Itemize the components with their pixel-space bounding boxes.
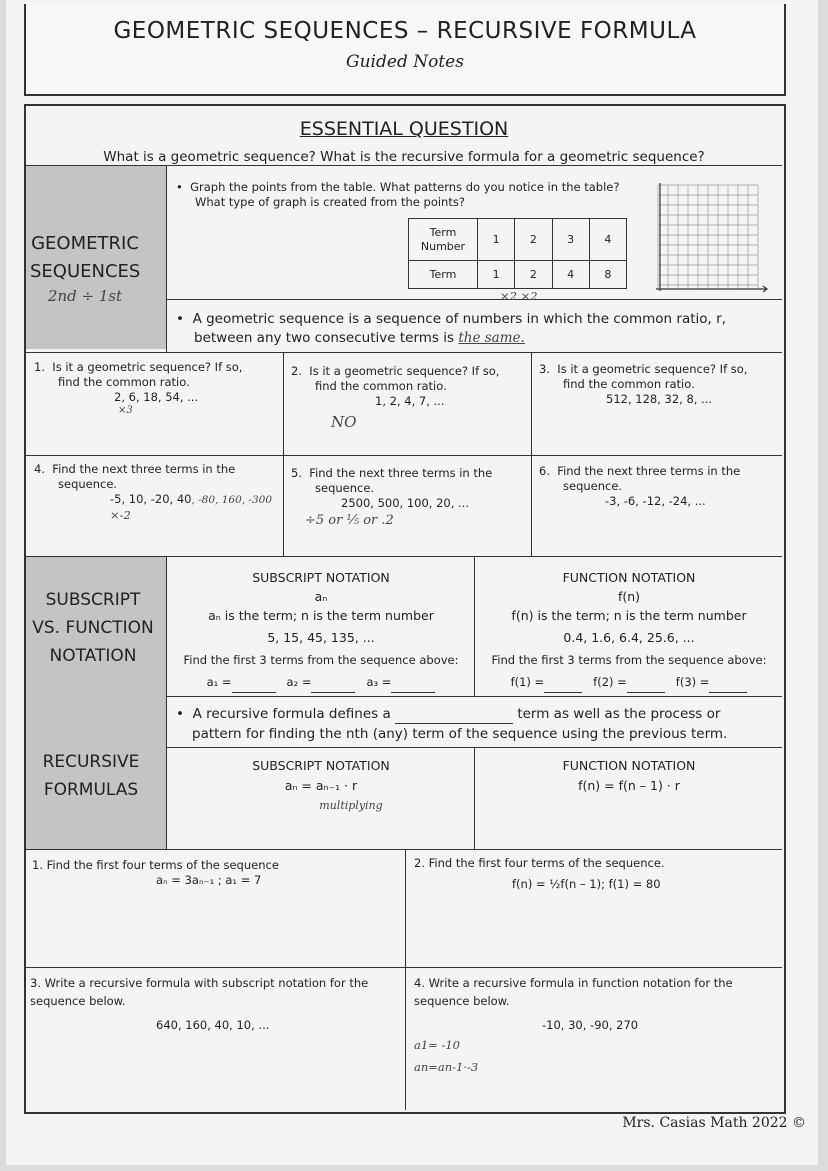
problem-4: 4. Find the next three terms in the sequence. -5, 10, -20, 40, -80, 160, -300 ×-2 — [34, 462, 282, 523]
divider — [26, 967, 782, 968]
exercise-1: 1. Find the first four terms of the sequence aₙ = 3aₙ₋₁ ; a₁ = 7 — [32, 858, 402, 888]
answer-blank[interactable] — [627, 692, 665, 693]
function-heading: FUNCTION NOTATION — [562, 570, 696, 585]
problem-1-sequence: 2, 6, 18, 54, ... — [114, 390, 199, 404]
problem-5-answer: ÷5 or ⅕ or .2 — [305, 513, 394, 528]
exercise-2: 2. Find the first four terms of the sequence. f(n) = ½f(n – 1); f(1) = 80 — [414, 856, 779, 892]
subscript-heading: SUBSCRIPT NOTATION — [252, 570, 390, 585]
exercise-4-answer-1: a1= -10 — [414, 1038, 460, 1052]
term-number-header: Term Number — [409, 219, 478, 261]
exercise-3-sequence: 640, 160, 40, 10, ... — [156, 1018, 270, 1032]
notation-label: SUBSCRIPT VS. FUNCTION NOTATION — [32, 590, 154, 666]
divider — [26, 455, 782, 456]
answer-blank[interactable] — [311, 692, 355, 693]
exercise-4-sequence: -10, 30, -90, 270 — [542, 1018, 639, 1032]
graph-instruction-line1: Graph the points from the table. What patterns do you notice in the table? — [190, 180, 620, 194]
graph-instruction — [176, 180, 636, 210]
problem-1-answer: ×3 — [118, 405, 133, 416]
exercise-4-answer-2: an=an-1·-3 — [414, 1060, 479, 1074]
term-table — [408, 218, 627, 289]
recursive-subscript: SUBSCRIPT NOTATION aₙ = aₙ₋₁ · r multiplying — [168, 756, 474, 816]
answer-blank[interactable] — [709, 692, 747, 693]
function-notation-box — [476, 567, 782, 693]
definition-answer: the same. — [458, 330, 525, 346]
page-subtitle: Guided Notes — [346, 52, 464, 72]
recursive-label: RECURSIVE FORMULAS — [42, 752, 140, 800]
graph-instruction-line2: What type of graph is created from the points? — [195, 195, 465, 209]
table-cell: 1 — [478, 261, 515, 289]
page-title: GEOMETRIC SEQUENCES – RECURSIVE FORMULA — [113, 18, 697, 44]
table-handwritten-note: ×2 ×2 — [500, 289, 538, 303]
table-cell: 1 — [478, 219, 515, 261]
exercise-1-formula: aₙ = 3aₙ₋₁ ; a₁ = 7 — [156, 873, 262, 887]
problem-2-sequence: 1, 2, 4, 7, ... — [375, 394, 445, 408]
geometric-label-line2: SEQUENCES — [30, 261, 141, 282]
function-f1: f(1) = — [510, 675, 545, 689]
table-cell: 4 — [589, 219, 626, 261]
table-cell: 2 — [515, 261, 552, 289]
essential-heading: ESSENTIAL QUESTION — [299, 118, 509, 140]
coordinate-grid — [650, 181, 770, 296]
divider — [166, 166, 167, 352]
recursive-subscript-formula: aₙ = aₙ₋₁ · r — [284, 778, 358, 793]
table-cell: 2 — [515, 219, 552, 261]
table-cell: 4 — [552, 261, 589, 289]
table-cell: 3 — [552, 219, 589, 261]
divider — [405, 849, 406, 1110]
subscript-symbol: aₙ — [314, 589, 328, 604]
copyright-credit: Mrs. Casias Math 2022 © — [622, 1115, 806, 1131]
divider — [26, 556, 782, 557]
recursive-definition: • A recursive formula defines a term as well as the process or pattern for finding the nth (any) term of the sequence using the previous term. — [176, 706, 728, 742]
problem-6-sequence: -3, -6, -12, -24, ... — [605, 494, 706, 508]
function-description: f(n) is the term; n is the term number — [511, 608, 747, 623]
answer-blank[interactable] — [391, 692, 435, 693]
geometric-label — [30, 230, 140, 306]
divider — [166, 556, 167, 849]
recursive-function: FUNCTION NOTATION f(n) = f(n – 1) · r — [476, 756, 782, 796]
subscript-description: aₙ is the term; n is the term number — [208, 608, 434, 623]
problem-4-note: ×-2 — [110, 508, 131, 522]
problem-4-sequence: -5, 10, -20, 40 — [110, 492, 192, 506]
table-cell: 8 — [589, 261, 626, 289]
problem-3: 3. Is it a geometric sequence? If so, find the common ratio. 512, 128, 32, 8, ... — [539, 362, 779, 407]
function-prompt: Find the first 3 terms from the sequence above: — [491, 653, 767, 667]
bullet-icon: • — [176, 180, 183, 194]
exercise-4: 4. Write a recursive formula in function notation for the sequence below. -10, 30, -90, 270 a1= -10 an=an-1·-3 — [414, 974, 779, 1076]
geometric-label-note: 2nd ÷ 1st — [47, 287, 123, 305]
problem-5: 5. Find the next three terms in the sequence. 2500, 500, 100, 20, ... ÷5 or ⅕ or .2 — [291, 466, 526, 531]
divider — [26, 352, 782, 353]
function-f2: f(2) = — [593, 675, 627, 689]
divider — [166, 299, 782, 300]
problem-3-sequence: 512, 128, 32, 8, ... — [606, 392, 713, 406]
divider — [474, 747, 475, 849]
term-header: Term — [409, 261, 478, 289]
function-f3: f(3) = — [675, 675, 710, 689]
geometric-definition — [176, 310, 776, 348]
problem-6: 6. Find the next three terms in the sequence. -3, -6, -12, -24, ... — [539, 464, 779, 509]
subscript-a3: a₃ = — [366, 675, 392, 689]
subscript-notation-box — [168, 567, 474, 693]
subscript-sequence: 5, 15, 45, 135, ... — [267, 630, 375, 645]
bullet-icon: • — [176, 706, 184, 722]
function-sequence: 0.4, 1.6, 6.4, 25.6, ... — [563, 630, 695, 645]
geometric-label-line1: GEOMETRIC — [31, 233, 139, 254]
problem-2-answer: NO — [331, 413, 357, 431]
definition-line2: between any two consecutive terms is — [194, 330, 455, 346]
subscript-a1: a₁ = — [206, 675, 232, 689]
subscript-prompt: Find the first 3 terms from the sequence above: — [183, 653, 459, 667]
title-box — [24, 4, 786, 96]
divider — [26, 849, 782, 850]
recursive-subscript-note: multiplying — [319, 799, 383, 812]
problem-4-answer: , -80, 160, -300 — [191, 494, 273, 506]
divider — [474, 556, 475, 696]
problem-2: 2. Is it a geometric sequence? If so, find the common ratio. 1, 2, 4, 7, ... NO — [291, 364, 526, 435]
bullet-icon: • — [176, 311, 184, 327]
problem-1: 1. Is it a geometric sequence? If so, find the common ratio. 2, 6, 18, 54, ... ×3 — [34, 360, 279, 417]
divider — [531, 352, 532, 556]
answer-blank[interactable] — [232, 692, 276, 693]
recursive-function-formula: f(n) = f(n – 1) · r — [578, 778, 680, 793]
divider — [283, 352, 284, 556]
subscript-a2: a₂ = — [286, 675, 312, 689]
exercise-2-formula: f(n) = ½f(n – 1); f(1) = 80 — [512, 877, 661, 891]
divider — [166, 696, 782, 697]
problem-5-sequence: 2500, 500, 100, 20, ... — [341, 496, 470, 510]
essential-question: What is a geometric sequence? What is the recursive formula for a geometric sequence? — [103, 149, 705, 165]
definition-line1: A geometric sequence is a sequence of numbers in which the common ratio, r, — [192, 311, 726, 327]
exercise-3: 3. Write a recursive formula with subscript notation for the sequence below. 640, 160, 40, 10, ... — [30, 974, 402, 1034]
divider — [26, 165, 782, 166]
answer-blank[interactable] — [544, 692, 582, 693]
function-symbol: f(n) — [617, 589, 641, 604]
